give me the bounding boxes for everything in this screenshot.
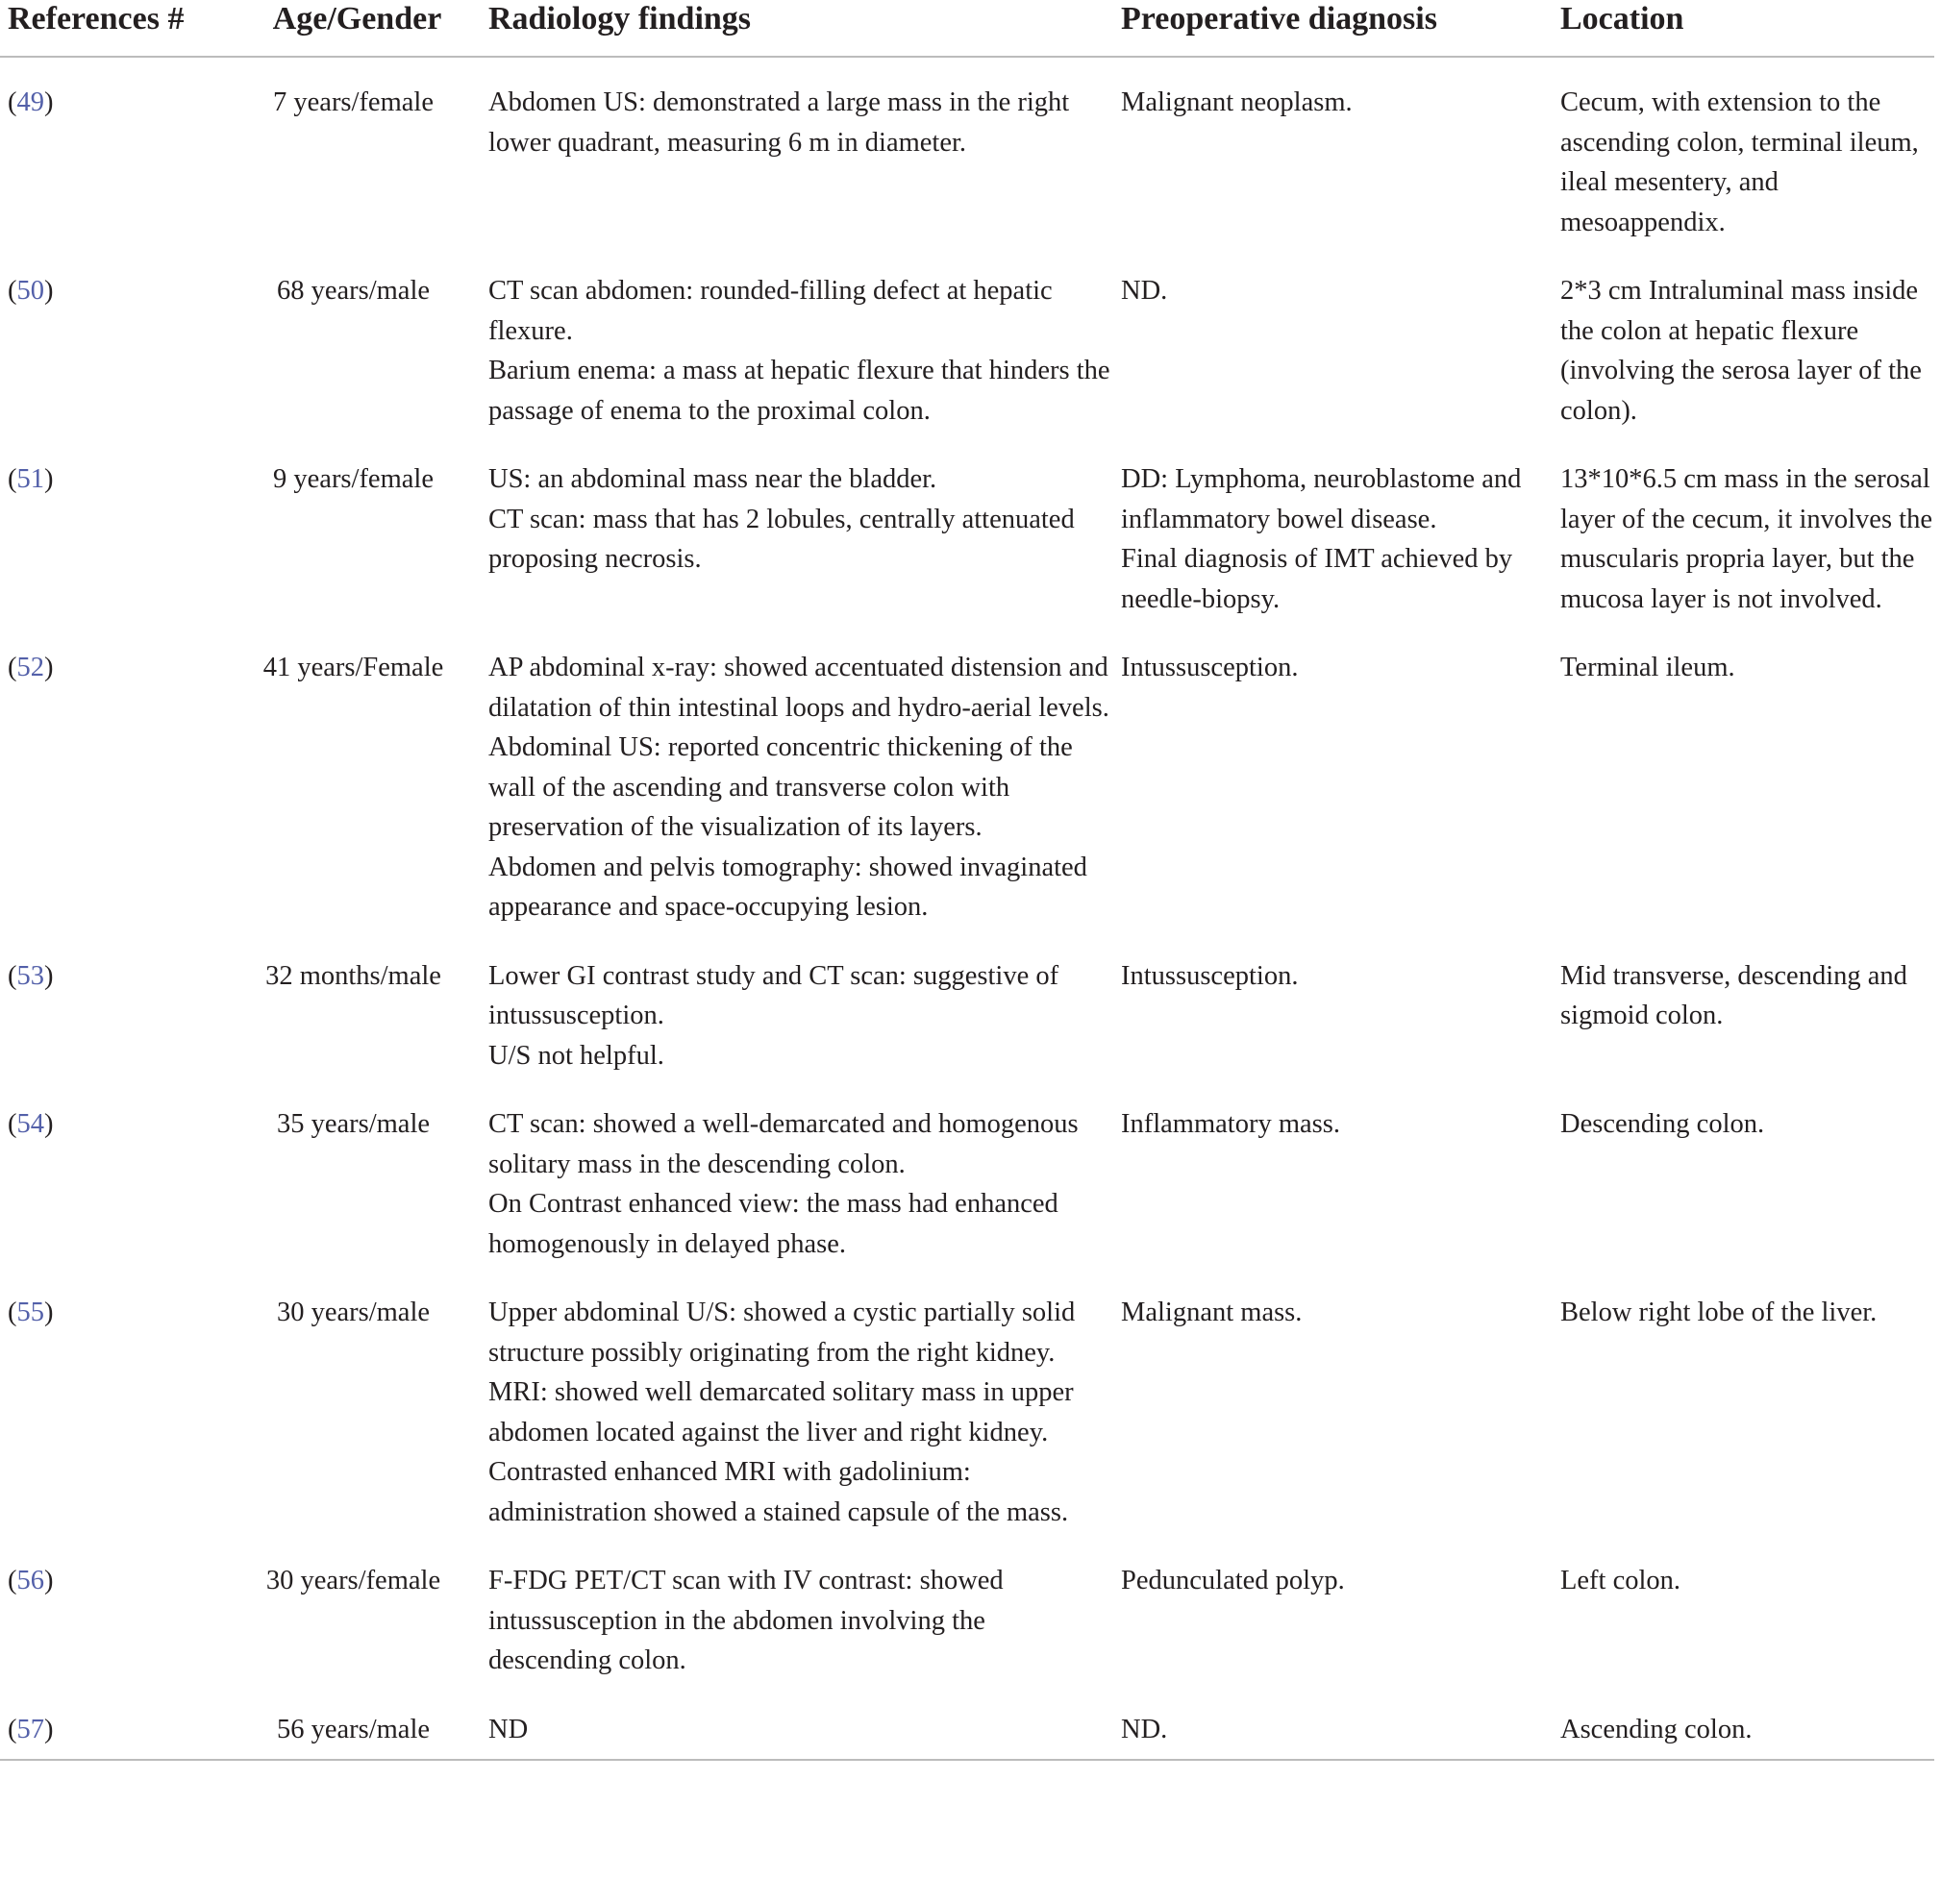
location-text: Descending colon. xyxy=(1560,1109,1765,1139)
reference-cell: (51) xyxy=(8,464,54,494)
location-cell xyxy=(1553,1268,1934,1536)
header-location: Location xyxy=(1560,1,1684,37)
reference-cell: (53) xyxy=(8,960,54,991)
table-row xyxy=(0,246,1934,434)
location-cell xyxy=(1553,931,1934,1080)
radiology-text: Contrasted enhanced MRI with gadolinium: administration showed a stained capsule of the mass. xyxy=(488,1457,1069,1527)
diagnosis-text: Intussusception. xyxy=(1121,960,1299,991)
location-cell xyxy=(1553,246,1934,434)
age-gender-cell: 35 years/male xyxy=(276,1109,431,1139)
radiology-text: ND xyxy=(488,1714,529,1744)
radiology-cell xyxy=(481,246,1113,434)
radiology-text: On Contrast enhanced view: the mass had enhanced homogenously in delayed phase. xyxy=(488,1189,1058,1259)
location-text: 13*10*6.5 cm mass in the serosal layer of the cecum, it involves the muscularis propria layer, but the mucosa layer is not involved. xyxy=(1560,464,1932,614)
header-radiology-findings: Radiology findings xyxy=(488,1,752,37)
diagnosis-cell xyxy=(1113,931,1553,1080)
reference-link[interactable]: 52 xyxy=(16,653,44,682)
table-body xyxy=(0,57,1934,1760)
location-cell xyxy=(1553,1685,1934,1761)
header-preoperative-diagnosis: Preoperative diagnosis xyxy=(1121,1,1437,37)
reference-cell: (49) xyxy=(8,87,54,117)
radiology-cell xyxy=(481,57,1113,246)
location-text: Terminal ileum. xyxy=(1560,653,1735,682)
age-gender-cell: 9 years/female xyxy=(273,464,434,494)
radiology-text: Abdomen and pelvis tomography: showed invaginated appearance and space-occupying lesion. xyxy=(488,852,1087,922)
radiology-cell xyxy=(481,1268,1113,1536)
radiology-text: Abdomen US: demonstrated a large mass in the right lower quadrant, measuring 6 m in diameter. xyxy=(488,87,1070,158)
location-text: Ascending colon. xyxy=(1560,1714,1753,1744)
location-cell xyxy=(1553,434,1934,623)
age-gender-cell: 30 years/male xyxy=(276,1298,431,1327)
reference-link[interactable]: 54 xyxy=(16,1109,44,1139)
diagnosis-cell xyxy=(1113,623,1553,931)
diagnosis-cell xyxy=(1113,434,1553,623)
reference-cell: (54) xyxy=(8,1109,54,1139)
radiology-text: CT scan: showed a well-demarcated and homogenous solitary mass in the descending colon. xyxy=(488,1109,1079,1179)
table-row xyxy=(0,1268,1934,1536)
header-age-gender: Age/Gender xyxy=(272,1,442,37)
reference-cell: (57) xyxy=(8,1714,54,1744)
reference-link[interactable]: 56 xyxy=(16,1566,44,1595)
radiology-text: Upper abdominal U/S: showed a cystic partially solid structure possibly originating from the right kidney. xyxy=(488,1298,1076,1368)
reference-link[interactable]: 50 xyxy=(16,276,44,306)
table-row xyxy=(0,57,1934,246)
table-row xyxy=(0,1079,1934,1268)
radiology-text: F-FDG PET/CT scan with IV contrast: showed intussusception in the abdomen involving the descending colon. xyxy=(488,1566,1004,1675)
diagnosis-text: ND. xyxy=(1121,276,1168,306)
table-row xyxy=(0,1536,1934,1685)
table-row xyxy=(0,434,1934,623)
radiology-cell xyxy=(481,1536,1113,1685)
radiology-cell xyxy=(481,1079,1113,1268)
reference-link[interactable]: 53 xyxy=(16,960,44,991)
radiology-cell xyxy=(481,931,1113,1080)
location-text: 2*3 cm Intraluminal mass inside the colon at hepatic flexure (involving the serosa layer of the colon). xyxy=(1560,276,1922,426)
diagnosis-cell xyxy=(1113,1268,1553,1536)
diagnosis-text: Malignant mass. xyxy=(1121,1298,1303,1327)
location-text: Mid transverse, descending and sigmoid colon. xyxy=(1560,960,1907,1030)
reference-link[interactable]: 51 xyxy=(16,464,44,494)
diagnosis-text: Final diagnosis of IMT achieved by needle-biopsy. xyxy=(1121,544,1513,614)
diagnosis-text: DD: Lymphoma, neuroblastome and inflammatory bowel disease. xyxy=(1121,464,1522,534)
header-references: References # xyxy=(8,1,185,37)
location-text: Cecum, with extension to the ascending colon, terminal ileum, ileal mesentery, and mesoappendix. xyxy=(1560,87,1919,237)
radiology-text: CT scan: mass that has 2 lobules, centrally attenuated proposing necrosis. xyxy=(488,504,1075,574)
age-gender-cell: 68 years/male xyxy=(276,276,431,306)
location-text: Below right lobe of the liver. xyxy=(1560,1298,1878,1327)
diagnosis-text: ND. xyxy=(1121,1714,1168,1744)
reference-link[interactable]: 57 xyxy=(16,1714,44,1744)
radiology-text: AP abdominal x-ray: showed accentuated distension and dilatation of thin intestinal loops and hydro-aerial levels. xyxy=(488,653,1109,723)
diagnosis-cell xyxy=(1113,1685,1553,1761)
diagnosis-text: Intussusception. xyxy=(1121,653,1299,682)
diagnosis-cell xyxy=(1113,246,1553,434)
reference-link[interactable]: 49 xyxy=(16,87,44,117)
radiology-text: U/S not helpful. xyxy=(488,1040,664,1071)
location-cell xyxy=(1553,1079,1934,1268)
age-gender-cell: 7 years/female xyxy=(273,87,434,117)
diagnosis-text: Malignant neoplasm. xyxy=(1121,87,1353,117)
age-gender-cell: 30 years/female xyxy=(265,1566,441,1595)
table-row xyxy=(0,1685,1934,1761)
radiology-text: Barium enema: a mass at hepatic flexure that hinders the passage of enema to the proximal colon. xyxy=(488,356,1110,426)
diagnosis-text: Pedunculated polyp. xyxy=(1121,1566,1345,1595)
radiology-text: CT scan abdomen: rounded-filling defect at hepatic flexure. xyxy=(488,276,1053,346)
age-gender-cell: 32 months/male xyxy=(265,960,441,991)
radiology-text: Lower GI contrast study and CT scan: suggestive of intussusception. xyxy=(488,960,1059,1030)
table-row xyxy=(0,623,1934,931)
reference-cell: (52) xyxy=(8,653,54,682)
header-row xyxy=(0,0,1934,57)
age-gender-cell: 56 years/male xyxy=(276,1714,431,1744)
reference-cell: (55) xyxy=(8,1298,54,1327)
diagnosis-text: Inflammatory mass. xyxy=(1121,1109,1340,1139)
reference-cell: (50) xyxy=(8,276,54,306)
radiology-text: US: an abdominal mass near the bladder. xyxy=(488,464,937,494)
reference-link[interactable]: 55 xyxy=(16,1298,44,1327)
diagnosis-cell xyxy=(1113,57,1553,246)
location-cell xyxy=(1553,1536,1934,1685)
location-text: Left colon. xyxy=(1560,1566,1681,1595)
table-row xyxy=(0,931,1934,1080)
diagnosis-cell xyxy=(1113,1079,1553,1268)
radiology-text: MRI: showed well demarcated solitary mass in upper abdomen located against the liver and right kidney. xyxy=(488,1377,1074,1447)
location-cell xyxy=(1553,623,1934,931)
reference-cell: (56) xyxy=(8,1566,54,1595)
table-header xyxy=(0,0,1934,57)
radiology-cell xyxy=(481,1685,1113,1761)
diagnosis-cell xyxy=(1113,1536,1553,1685)
radiology-text: Abdominal US: reported concentric thickening of the wall of the ascending and transverse colon with preservation of the visualization of its layers. xyxy=(488,732,1073,842)
age-gender-cell: 41 years/Female xyxy=(262,653,444,682)
radiology-cell xyxy=(481,434,1113,623)
radiology-cell xyxy=(481,623,1113,931)
location-cell xyxy=(1553,57,1934,246)
